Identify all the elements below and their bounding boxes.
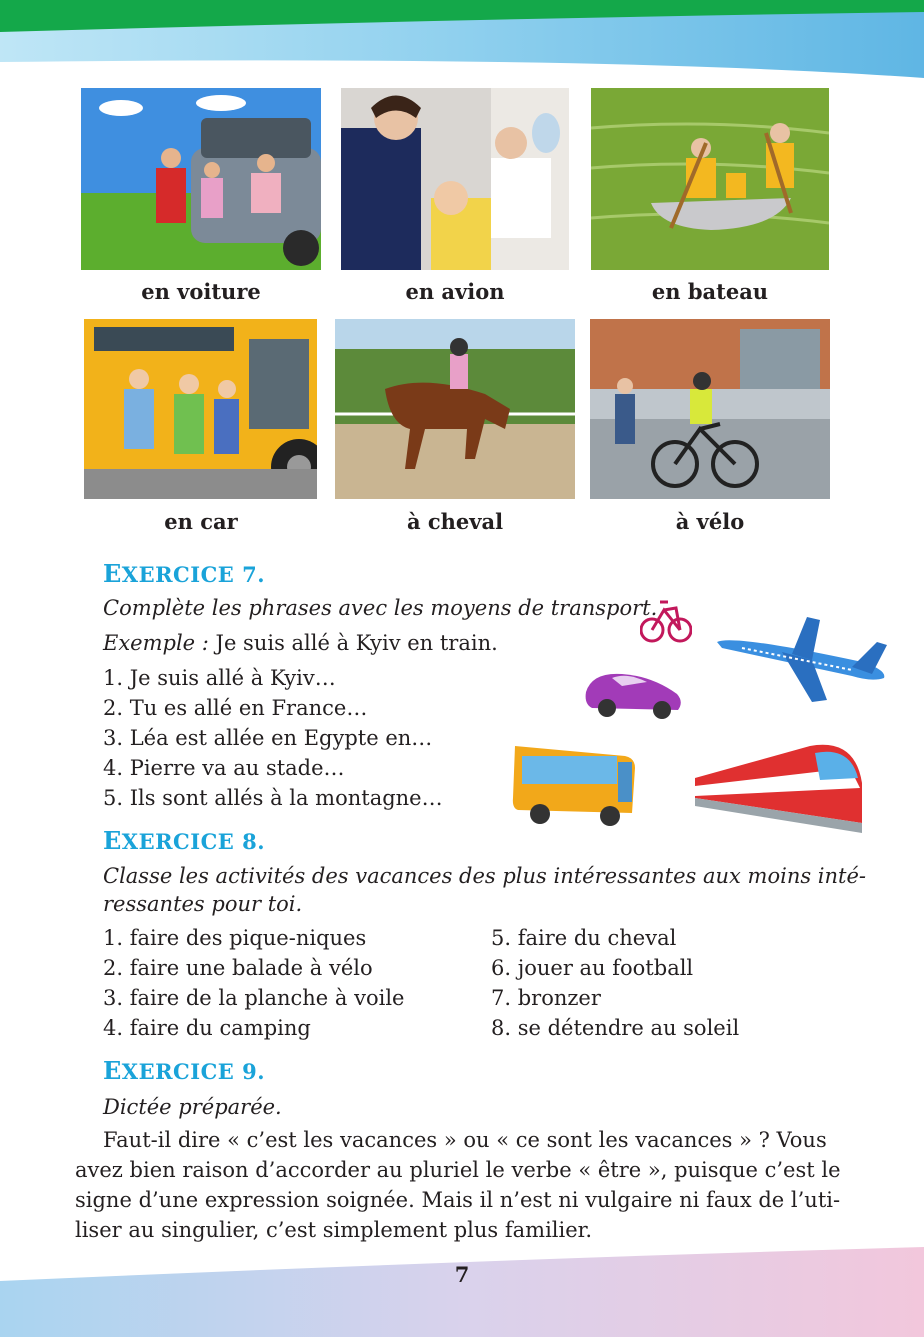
exercise-8-item: 1. faire des pique-niques [103,926,367,950]
exercise-8-item: 6. jouer au football [491,956,694,980]
exercise-7-item: 4. Pierre va au stade… [103,756,345,780]
page-number: 7 [454,1262,470,1287]
caption-a-velo: à vélo [675,509,745,534]
bottom-decorative-band [0,1240,924,1337]
exercise-7-item: 5. Ils sont allés à la montagne… [103,786,443,810]
exercise-7-item: 3. Léa est allée en Egypte en… [103,726,433,750]
bus-clipart [510,738,640,830]
exercise-9-paragraph-line: signe d’une expression soignée. Mais il n’est ni vulgaire ni faux de l’uti- [75,1188,841,1212]
exercise-8-item: 2. faire une balade à vélo [103,956,373,980]
bicycle-clipart [640,588,692,648]
exercise-7-item: 2. Tu es allé en France… [103,696,368,720]
exercise-9-paragraph-line: avez bien raison d’accorder au pluriel le verbe « être », puisque c’est le [75,1158,841,1182]
photo-airplane-cabin [341,88,569,270]
exercise-9-instruction: Dictée préparée. [103,1095,282,1119]
exercise-7-instruction: Complète les phrases avec les moyens de transport. [103,596,658,620]
caption-a-cheval: à cheval [406,509,504,534]
exercise-8-item: 4. faire du camping [103,1016,311,1040]
exercise-8-item: 8. se détendre au soleil [491,1016,740,1040]
exercise-8-item: 5. faire du cheval [491,926,677,950]
exercise-9-paragraph-line: liser au singulier, c’est simplement plus familier. [75,1218,593,1242]
exercise-8-instruction: Classe les activités des vacances des plus intéressantes aux moins inté- [103,864,867,888]
train-clipart [690,738,870,848]
exercise-7-title: EXERCICE 7. [103,559,266,588]
exercise-7-item: 1. Je suis allé à Kyiv… [103,666,336,690]
exercise-9-paragraph-line: Faut-il dire « c’est les vacances » ou « ce sont les vacances » ? Vous [103,1128,827,1152]
exercise-8-item: 3. faire de la planche à voile [103,986,405,1010]
caption-en-voiture: en voiture [141,279,261,304]
photo-bicycle-city [590,319,830,499]
exercise-8-instruction: ressantes pour toi. [103,892,303,916]
caption-en-car: en car [164,509,238,534]
exercise-8-item: 7. bronzer [491,986,601,1010]
caption-en-bateau: en bateau [651,279,769,304]
exercise-7-example: Exemple : Je suis allé à Kyiv en train. [103,631,498,655]
caption-en-avion: en avion [405,279,505,304]
exercise-9-title: EXERCICE 9. [103,1056,266,1085]
photo-canoe [591,88,829,270]
photo-school-bus [84,319,317,499]
exercise-8-title: EXERCICE 8. [103,826,266,855]
photo-horse-riding [335,319,575,499]
airplane-clipart [712,612,892,707]
photo-family-car [81,88,321,270]
car-clipart [582,662,686,722]
top-decorative-band [0,0,924,90]
